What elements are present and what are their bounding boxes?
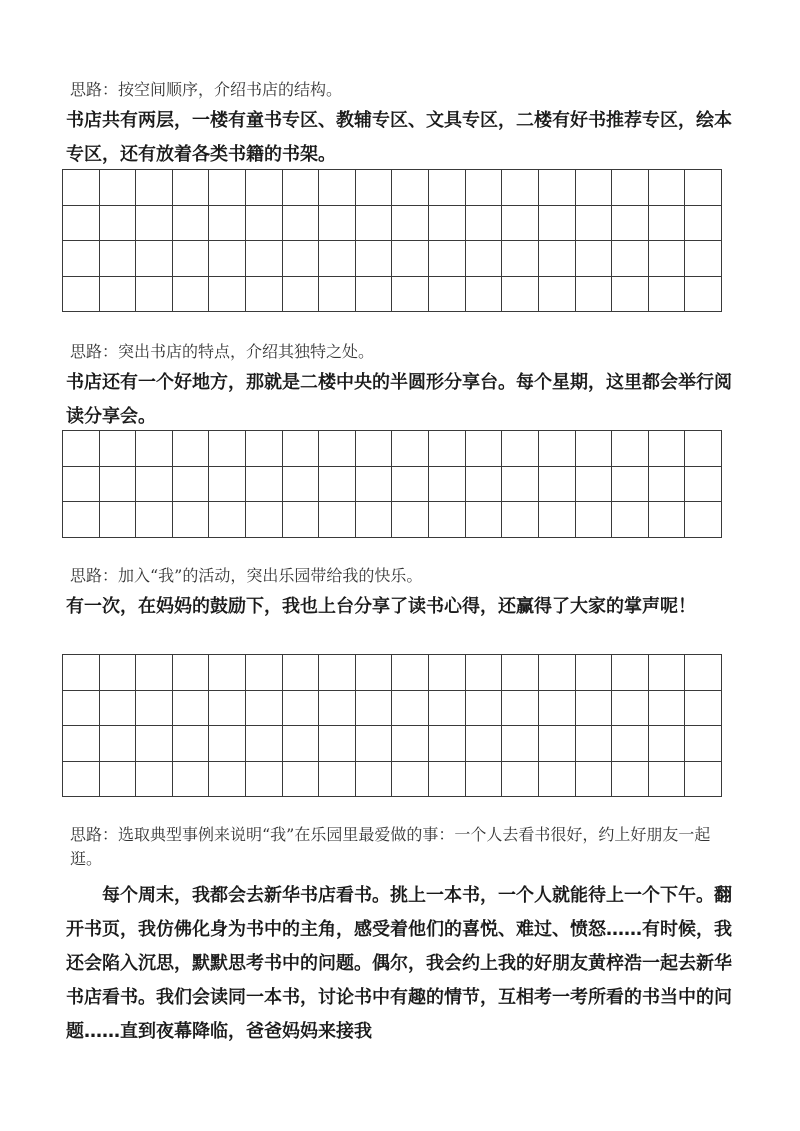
grid-cell[interactable] [649, 431, 686, 467]
grid-cell[interactable] [100, 726, 137, 762]
grid-cell[interactable] [136, 170, 173, 206]
grid-cell[interactable] [685, 277, 722, 313]
grid-cell[interactable] [246, 431, 283, 467]
grid-cell[interactable] [466, 170, 503, 206]
grid-cell[interactable] [356, 762, 393, 798]
grid-cell[interactable] [209, 655, 246, 691]
grid-cell[interactable] [576, 467, 613, 503]
grid-cell[interactable] [429, 762, 466, 798]
grid-cell[interactable] [685, 726, 722, 762]
grid-cell[interactable] [392, 691, 429, 727]
grid-cell[interactable] [466, 726, 503, 762]
grid-cell[interactable] [685, 170, 722, 206]
grid-cell[interactable] [502, 691, 539, 727]
grid-cell[interactable] [319, 467, 356, 503]
grid-cell[interactable] [649, 170, 686, 206]
grid-cell[interactable] [173, 762, 210, 798]
grid-cell[interactable] [283, 502, 320, 538]
grid-cell[interactable] [319, 691, 356, 727]
grid-cell[interactable] [612, 206, 649, 242]
grid-cell[interactable] [283, 206, 320, 242]
grid-cell[interactable] [283, 170, 320, 206]
grid-cell[interactable] [283, 726, 320, 762]
grid-cell[interactable] [539, 277, 576, 313]
grid-cell[interactable] [539, 431, 576, 467]
grid-cell[interactable] [502, 502, 539, 538]
grid-cell[interactable] [136, 726, 173, 762]
grid-cell[interactable] [429, 170, 466, 206]
grid-cell[interactable] [649, 502, 686, 538]
grid-cell[interactable] [136, 467, 173, 503]
grid-cell[interactable] [100, 277, 137, 313]
grid-cell[interactable] [685, 502, 722, 538]
grid-cell[interactable] [100, 241, 137, 277]
grid-cell[interactable] [429, 655, 466, 691]
grid-cell[interactable] [63, 206, 100, 242]
grid-cell[interactable] [100, 655, 137, 691]
grid-cell[interactable] [539, 762, 576, 798]
grid-cell[interactable] [576, 691, 613, 727]
grid-cell[interactable] [209, 277, 246, 313]
grid-cell[interactable] [502, 726, 539, 762]
answer-2: 书店还有一个好地方，那就是二楼中央的半圆形分享台。每个星期，这里都会举行阅读分享会。 [66, 372, 732, 427]
grid-cell[interactable] [356, 467, 393, 503]
grid-cell[interactable] [649, 467, 686, 503]
grid-cell[interactable] [173, 170, 210, 206]
grid-cell[interactable] [173, 241, 210, 277]
grid-cell[interactable] [392, 241, 429, 277]
grid-cell[interactable] [612, 170, 649, 206]
grid-cell[interactable] [246, 170, 283, 206]
grid-cell[interactable] [502, 170, 539, 206]
grid-cell[interactable] [576, 431, 613, 467]
grid-cell[interactable] [356, 726, 393, 762]
answer-1: 书店共有两层，一楼有童书专区、教辅专区、文具专区，二楼有好书推荐专区，绘本专区，还有放着各类书籍的书架。 [66, 110, 732, 165]
grid-cell[interactable] [356, 170, 393, 206]
grid-cell[interactable] [685, 241, 722, 277]
grid-cell[interactable] [319, 726, 356, 762]
grid-cell[interactable] [63, 467, 100, 503]
grid-cell[interactable] [173, 206, 210, 242]
grid-cell[interactable] [136, 502, 173, 538]
grid-cell[interactable] [576, 277, 613, 313]
grid-cell[interactable] [63, 655, 100, 691]
grid-cell[interactable] [539, 655, 576, 691]
grid-cell[interactable] [576, 655, 613, 691]
grid-cell[interactable] [576, 762, 613, 798]
grid-cell[interactable] [209, 691, 246, 727]
grid-cell[interactable] [356, 502, 393, 538]
grid-cell[interactable] [283, 691, 320, 727]
grid-cell[interactable] [612, 726, 649, 762]
grid-cell[interactable] [100, 467, 137, 503]
grid-cell[interactable] [539, 241, 576, 277]
grid-cell[interactable] [100, 691, 137, 727]
grid-cell[interactable] [283, 655, 320, 691]
grid-cell[interactable] [576, 502, 613, 538]
grid-cell[interactable] [283, 431, 320, 467]
grid-cell[interactable] [392, 431, 429, 467]
grid-cell[interactable] [612, 655, 649, 691]
grid-cell[interactable] [539, 170, 576, 206]
grid-cell[interactable] [136, 655, 173, 691]
grid-cell[interactable] [100, 206, 137, 242]
grid-cell[interactable] [502, 467, 539, 503]
grid-cell[interactable] [209, 762, 246, 798]
grid-cell[interactable] [466, 762, 503, 798]
grid-cell[interactable] [685, 691, 722, 727]
grid-cell[interactable] [319, 762, 356, 798]
grid-cell[interactable] [209, 467, 246, 503]
grid-cell[interactable] [392, 206, 429, 242]
grid-cell[interactable] [649, 691, 686, 727]
grid-cell[interactable] [319, 431, 356, 467]
grid-cell[interactable] [612, 762, 649, 798]
grid-cell[interactable] [649, 206, 686, 242]
grid-cell[interactable] [63, 691, 100, 727]
grid-cell[interactable] [356, 431, 393, 467]
grid-cell[interactable] [466, 502, 503, 538]
grid-cell[interactable] [209, 726, 246, 762]
grid-cell[interactable] [173, 655, 210, 691]
grid-cell[interactable] [649, 241, 686, 277]
grid-cell[interactable] [100, 170, 137, 206]
grid-cell[interactable] [466, 241, 503, 277]
grid-cell[interactable] [502, 762, 539, 798]
grid-cell[interactable] [356, 241, 393, 277]
writing-grid-2[interactable] [62, 430, 722, 538]
grid-cell[interactable] [685, 431, 722, 467]
grid-cell[interactable] [466, 431, 503, 467]
grid-cell[interactable] [612, 467, 649, 503]
grid-cell[interactable] [539, 467, 576, 503]
grid-cell[interactable] [136, 762, 173, 798]
grid-cell[interactable] [649, 726, 686, 762]
grid-cell[interactable] [63, 726, 100, 762]
grid-cell[interactable] [466, 206, 503, 242]
grid-cell[interactable] [246, 726, 283, 762]
grid-cell[interactable] [209, 206, 246, 242]
grid-cell[interactable] [246, 762, 283, 798]
grid-cell[interactable] [209, 502, 246, 538]
grid-cell[interactable] [502, 241, 539, 277]
grid-cell[interactable] [173, 502, 210, 538]
grid-cell[interactable] [539, 726, 576, 762]
grid-cell[interactable] [283, 241, 320, 277]
grid-cell[interactable] [356, 691, 393, 727]
grid-cell[interactable] [429, 691, 466, 727]
grid-cell[interactable] [173, 467, 210, 503]
grid-cell[interactable] [283, 762, 320, 798]
grid-cell[interactable] [63, 762, 100, 798]
grid-cell[interactable] [466, 655, 503, 691]
grid-cell[interactable] [209, 170, 246, 206]
answer-3: 有一次，在妈妈的鼓励下，我也上台分享了读书心得，还赢得了大家的掌声呢！ [66, 596, 696, 617]
grid-cell[interactable] [356, 206, 393, 242]
grid-cell[interactable] [612, 277, 649, 313]
grid-cell[interactable] [246, 467, 283, 503]
grid-cell[interactable] [502, 206, 539, 242]
grid-cell[interactable] [429, 206, 466, 242]
grid-cell[interactable] [392, 502, 429, 538]
grid-cell[interactable] [246, 277, 283, 313]
grid-cell[interactable] [100, 762, 137, 798]
grid-cell[interactable] [319, 655, 356, 691]
grid-cell[interactable] [319, 277, 356, 313]
grid-cell[interactable] [136, 241, 173, 277]
grid-cell[interactable] [502, 431, 539, 467]
grid-cell[interactable] [429, 726, 466, 762]
grid-cell[interactable] [649, 277, 686, 313]
grid-cell[interactable] [685, 467, 722, 503]
grid-cell[interactable] [539, 691, 576, 727]
grid-cell[interactable] [356, 277, 393, 313]
grid-cell[interactable] [502, 655, 539, 691]
grid-cell[interactable] [392, 655, 429, 691]
grid-cell[interactable] [685, 206, 722, 242]
grid-cell[interactable] [612, 241, 649, 277]
grid-cell[interactable] [649, 762, 686, 798]
grid-cell[interactable] [63, 170, 100, 206]
essay-paragraph: 每个周末，我都会去新华书店看书。挑上一本书，一个人就能待上一个下午。翻开书页，我仿佛化身为书中的主角，感受着他们的喜悦、难过、愤怒……有时候，我还会陷入沉思，默默思考书中的问题。偶尔，我会约上我的好朋友黄梓浩一起去新华书店看书。我们会读同一本书，讨论书中有趣的情节，互相考一考所看的书当中的问题……直到夜幕降临，爸爸妈妈来接我 [66, 885, 732, 1042]
grid-cell[interactable] [173, 691, 210, 727]
grid-cell[interactable] [429, 277, 466, 313]
grid-cell[interactable] [246, 241, 283, 277]
grid-cell[interactable] [356, 655, 393, 691]
grid-cell[interactable] [246, 502, 283, 538]
grid-cell[interactable] [136, 206, 173, 242]
grid-cell[interactable] [429, 241, 466, 277]
grid-cell[interactable] [466, 277, 503, 313]
grid-cell[interactable] [539, 206, 576, 242]
grid-cell[interactable] [576, 726, 613, 762]
grid-cell[interactable] [429, 502, 466, 538]
grid-cell[interactable] [100, 431, 137, 467]
grid-cell[interactable] [246, 691, 283, 727]
grid-cell[interactable] [319, 241, 356, 277]
grid-cell[interactable] [246, 655, 283, 691]
grid-cell[interactable] [649, 655, 686, 691]
grid-cell[interactable] [283, 277, 320, 313]
hint-4: 思路：选取典型事例来说明“我”在乐园里最爱做的事：一个人去看书很好，约上好朋友一起逛。 [70, 825, 711, 868]
grid-cell[interactable] [173, 431, 210, 467]
grid-cell[interactable] [392, 277, 429, 313]
grid-cell[interactable] [63, 502, 100, 538]
grid-cell[interactable] [173, 726, 210, 762]
grid-cell[interactable] [283, 467, 320, 503]
grid-cell[interactable] [392, 762, 429, 798]
grid-cell[interactable] [319, 206, 356, 242]
writing-grid-1[interactable] [62, 169, 722, 312]
grid-cell[interactable] [100, 502, 137, 538]
grid-cell[interactable] [539, 502, 576, 538]
grid-cell[interactable] [209, 431, 246, 467]
grid-cell[interactable] [136, 431, 173, 467]
hint-2: 思路：突出书店的特点，介绍其独特之处。 [70, 342, 375, 361]
grid-cell[interactable] [246, 206, 283, 242]
grid-cell[interactable] [63, 241, 100, 277]
grid-cell[interactable] [209, 241, 246, 277]
grid-cell[interactable] [466, 691, 503, 727]
grid-cell[interactable] [576, 206, 613, 242]
grid-cell[interactable] [576, 170, 613, 206]
grid-cell[interactable] [319, 170, 356, 206]
grid-cell[interactable] [429, 467, 466, 503]
grid-cell[interactable] [685, 762, 722, 798]
grid-cell[interactable] [576, 241, 613, 277]
hint-1: 思路：按空间顺序，介绍书店的结构。 [70, 80, 343, 99]
grid-cell[interactable] [502, 277, 539, 313]
grid-cell[interactable] [173, 277, 210, 313]
grid-cell[interactable] [392, 726, 429, 762]
grid-cell[interactable] [136, 277, 173, 313]
hint-3: 思路：加入“我”的活动，突出乐园带给我的快乐。 [70, 566, 423, 585]
grid-cell[interactable] [392, 170, 429, 206]
grid-cell[interactable] [136, 691, 173, 727]
grid-cell[interactable] [612, 431, 649, 467]
grid-cell[interactable] [319, 502, 356, 538]
grid-cell[interactable] [63, 431, 100, 467]
grid-cell[interactable] [392, 467, 429, 503]
grid-cell[interactable] [685, 655, 722, 691]
grid-cell[interactable] [429, 431, 466, 467]
writing-grid-3[interactable] [62, 654, 722, 797]
grid-cell[interactable] [466, 467, 503, 503]
grid-cell[interactable] [63, 277, 100, 313]
grid-cell[interactable] [612, 691, 649, 727]
grid-cell[interactable] [612, 502, 649, 538]
